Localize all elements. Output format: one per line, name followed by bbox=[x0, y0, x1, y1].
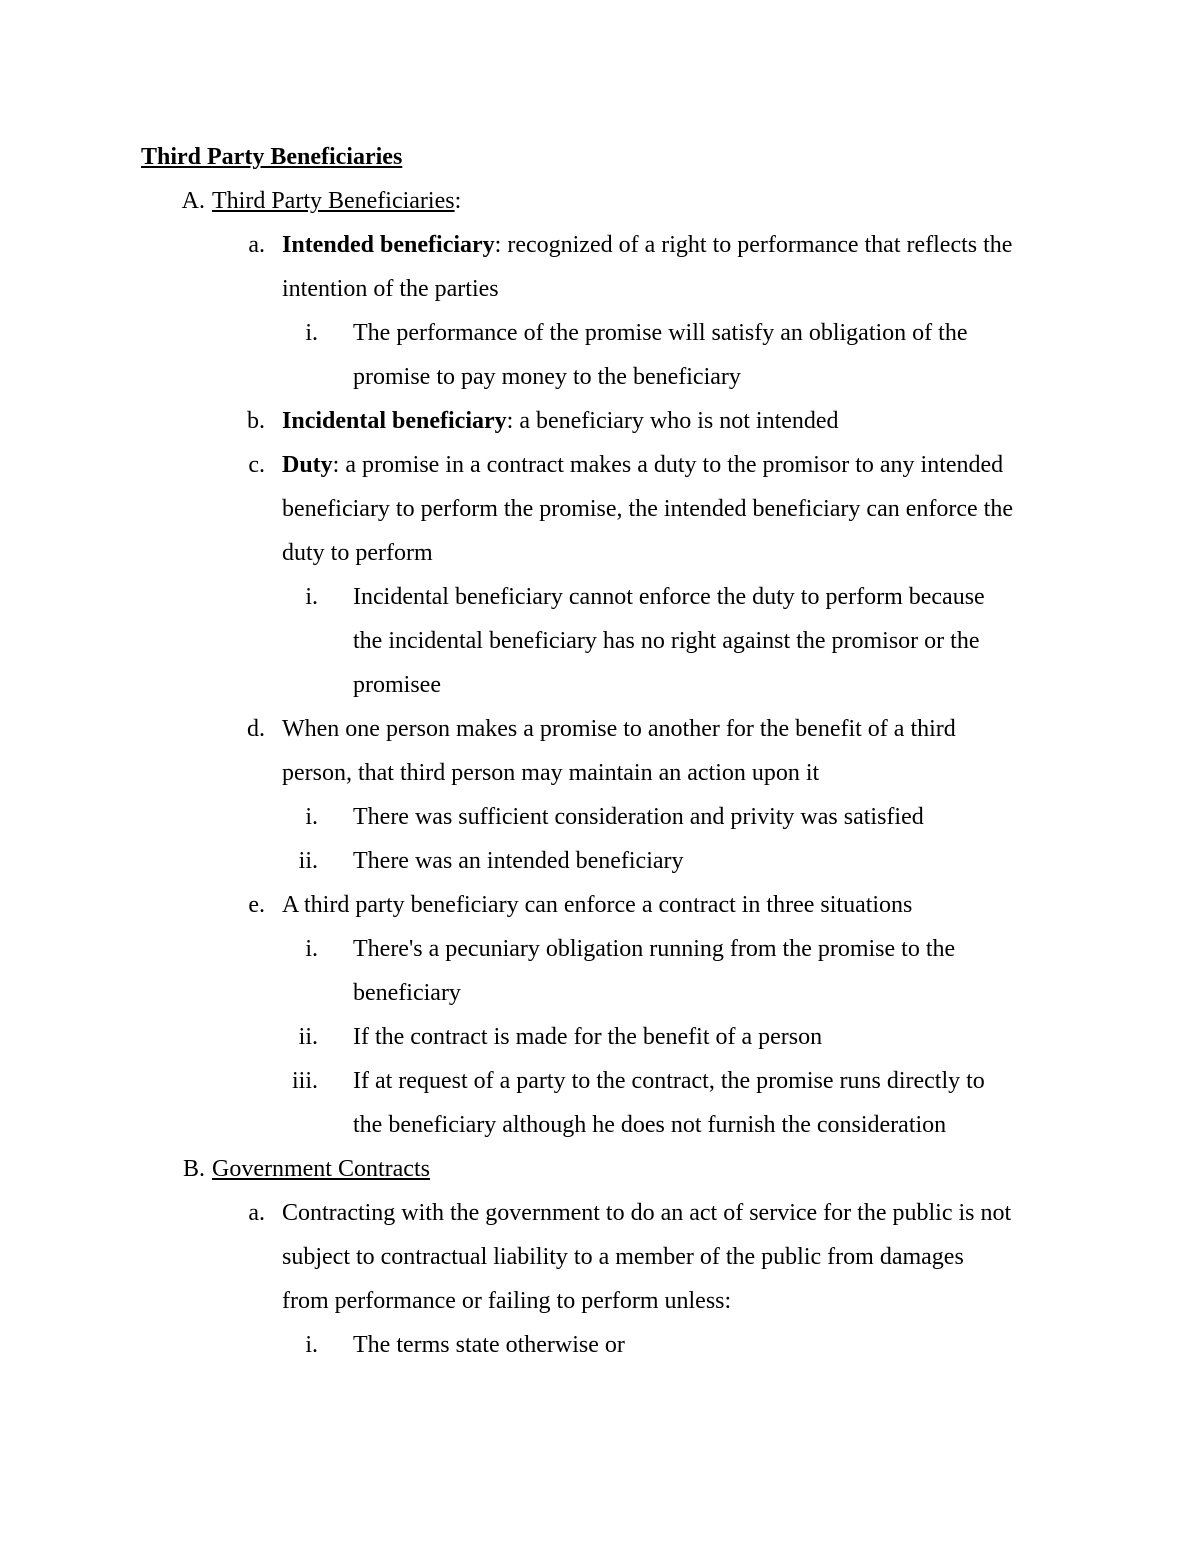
item-e-i-line-2: beneficiary bbox=[353, 980, 461, 1006]
section-a-heading-line bbox=[212, 186, 461, 216]
item-e-line-1: A third party beneficiary can enforce a contract in three situations bbox=[282, 892, 913, 918]
section-b-marker: B. bbox=[182, 1156, 205, 1182]
item-d-line-1: When one person makes a promise to another for the benefit of a third bbox=[282, 716, 956, 742]
item-c-marker: c. bbox=[248, 452, 265, 478]
item-c-text: : a promise in a contract makes a duty to the promisor to any intended bbox=[332, 452, 1004, 478]
section-a-marker: A. bbox=[181, 188, 205, 214]
section-b-heading: Government Contracts bbox=[212, 1156, 430, 1182]
gov-item-a-line-3: from performance or failing to perform unless: bbox=[282, 1288, 732, 1314]
item-a-line-1 bbox=[282, 230, 1012, 260]
item-e-ii-marker: ii. bbox=[298, 1024, 318, 1050]
gov-item-a-line-1: Contracting with the government to do an act of service for the public is not bbox=[282, 1200, 1012, 1226]
item-a-term: Intended beneficiary bbox=[282, 232, 495, 258]
item-a-line-2: intention of the parties bbox=[282, 276, 499, 302]
section-a-colon: : bbox=[454, 188, 462, 214]
item-c-i-marker: i. bbox=[305, 584, 318, 610]
gov-item-a-line-2: subject to contractual liability to a member of the public from damages bbox=[282, 1244, 964, 1270]
section-a-heading: Third Party Beneficiaries bbox=[212, 188, 455, 214]
item-c-i-line-3: promisee bbox=[353, 672, 441, 698]
item-d-line-2: person, that third person may maintain an action upon it bbox=[282, 760, 820, 786]
item-d-i-marker: i. bbox=[305, 804, 318, 830]
item-c-i-line-1: Incidental beneficiary cannot enforce the duty to perform because bbox=[353, 584, 985, 610]
item-b-text: : a beneficiary who is not intended bbox=[506, 408, 839, 434]
item-a-i-line-1: The performance of the promise will satisfy an obligation of the bbox=[353, 320, 968, 346]
item-c-line-1 bbox=[282, 450, 1003, 480]
item-c-line-3: duty to perform bbox=[282, 540, 433, 566]
section-b-heading-line bbox=[212, 1154, 430, 1184]
item-a-i-marker: i. bbox=[305, 320, 318, 346]
item-e-iii-line-2: the beneficiary although he does not furnish the consideration bbox=[353, 1112, 947, 1138]
item-b-marker: b. bbox=[247, 408, 265, 434]
item-d-ii-marker: ii. bbox=[298, 848, 318, 874]
item-e-marker: e. bbox=[248, 892, 265, 918]
item-c-line-2: beneficiary to perform the promise, the intended beneficiary can enforce the bbox=[282, 496, 1013, 522]
item-a-i-line-2: promise to pay money to the beneficiary bbox=[353, 364, 741, 390]
item-e-i-marker: i. bbox=[305, 936, 318, 962]
item-b-line-1 bbox=[282, 406, 839, 436]
item-b-term: Incidental beneficiary bbox=[282, 408, 507, 434]
item-e-iii-marker: iii. bbox=[291, 1068, 318, 1094]
gov-item-a-marker: a. bbox=[248, 1200, 265, 1226]
gov-item-a-i-line-1: The terms state otherwise or bbox=[353, 1332, 625, 1358]
item-d-ii-line-1: There was an intended beneficiary bbox=[353, 848, 684, 874]
item-e-ii-line-1: If the contract is made for the benefit of a person bbox=[353, 1024, 823, 1050]
item-c-term: Duty bbox=[282, 452, 333, 478]
item-c-i-line-2: the incidental beneficiary has no right against the promisor or the bbox=[353, 628, 980, 654]
gov-item-a-i-marker: i. bbox=[305, 1332, 318, 1358]
item-d-marker: d. bbox=[247, 716, 265, 742]
item-a-marker: a. bbox=[248, 232, 265, 258]
document-title: Third Party Beneficiaries bbox=[141, 144, 403, 170]
item-e-i-line-1: There's a pecuniary obligation running from the promise to the bbox=[353, 936, 956, 962]
item-e-iii-line-1: If at request of a party to the contract, the promise runs directly to bbox=[353, 1068, 985, 1094]
item-a-text: : recognized of a right to performance that reflects the bbox=[494, 232, 1013, 258]
item-d-i-line-1: There was sufficient consideration and privity was satisfied bbox=[353, 804, 924, 830]
